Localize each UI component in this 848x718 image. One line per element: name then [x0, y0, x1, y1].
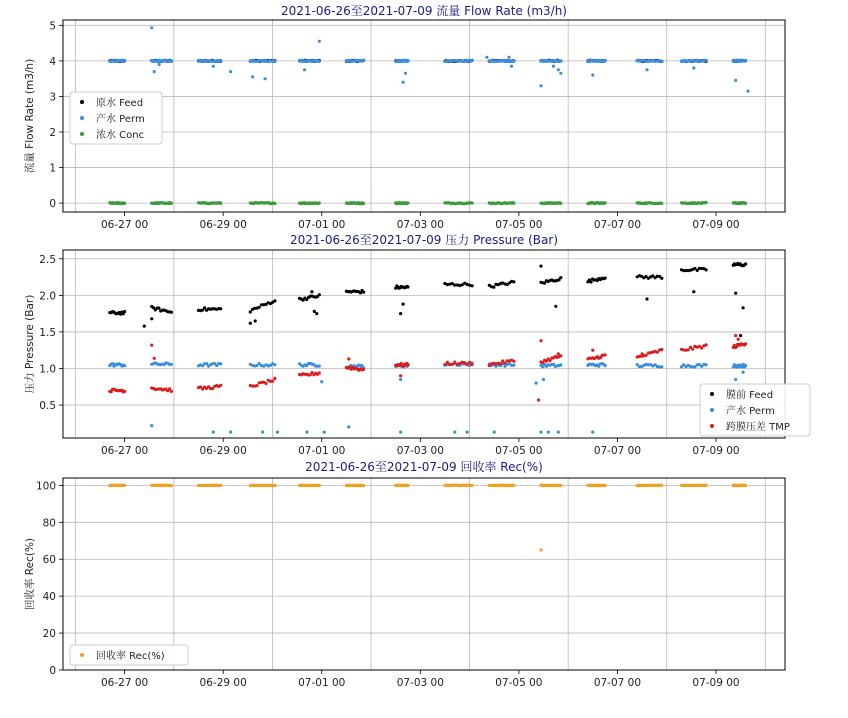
y-axis-label: 回收率 Rec(%) [24, 537, 36, 611]
x-tick-label: 07-05 00 [495, 219, 543, 231]
data-point [219, 484, 222, 487]
data-point [604, 353, 607, 356]
x-tick-label: 07-09 00 [692, 219, 740, 231]
x-tick-label: 06-29 00 [199, 445, 247, 457]
data-point [406, 364, 409, 367]
x-tick-label: 06-27 00 [100, 219, 149, 231]
data-point [399, 374, 402, 377]
legend-marker [80, 653, 84, 657]
x-tick-label: 07-05 00 [495, 445, 543, 457]
data-point [318, 371, 321, 374]
data-point [687, 348, 690, 351]
data-point [591, 349, 594, 352]
data-point [535, 382, 538, 385]
y-tick-label: 1.0 [39, 363, 56, 376]
data-point [310, 290, 313, 293]
y-tick-label: 100 [35, 480, 56, 493]
legend-marker [710, 424, 714, 428]
data-point [402, 81, 405, 84]
data-point [547, 431, 550, 434]
data-point [557, 431, 560, 434]
x-tick-label: 07-05 00 [495, 677, 543, 689]
data-point [212, 65, 215, 68]
legend-label: 产水 Perm [726, 406, 775, 417]
data-point [705, 343, 708, 346]
data-point [742, 371, 745, 374]
y-tick-label: 20 [42, 628, 56, 641]
data-point [399, 431, 402, 434]
data-point [219, 384, 222, 387]
data-point [604, 484, 607, 487]
data-point [123, 390, 126, 393]
data-point [273, 363, 276, 366]
series-3 [108, 334, 747, 402]
data-point [264, 382, 267, 385]
data-point [559, 363, 562, 366]
data-point [362, 202, 365, 205]
data-point [512, 364, 515, 367]
data-point [123, 310, 126, 313]
axes-frame [63, 478, 785, 670]
data-point [660, 365, 663, 368]
data-point [542, 378, 545, 381]
data-point [589, 280, 592, 283]
legend-label: 回收率 Rec(%) [96, 651, 165, 662]
data-point [705, 363, 708, 366]
data-point [499, 362, 502, 365]
data-point [471, 59, 474, 62]
legend-marker [710, 392, 714, 396]
data-point [539, 548, 542, 551]
y-axis-label: 压力 Pressure (Bar) [24, 294, 36, 394]
data-point [705, 484, 708, 487]
data-point [604, 201, 607, 204]
data-point [406, 201, 409, 204]
data-point [604, 59, 607, 62]
legend-label: 膜前 Feed [726, 390, 774, 401]
data-point [744, 342, 747, 345]
data-point [692, 290, 695, 293]
data-point [468, 361, 471, 364]
data-point [512, 202, 515, 205]
data-point [406, 59, 409, 62]
chart-panel-3 [23, 459, 785, 689]
data-point [229, 70, 232, 73]
series-1 [108, 262, 747, 337]
data-point [362, 291, 365, 294]
data-point [150, 317, 153, 320]
y-tick-label: 80 [42, 517, 56, 530]
data-point [559, 484, 562, 487]
y-tick-label: 1 [49, 162, 56, 175]
data-point [512, 60, 515, 63]
data-point [313, 310, 316, 313]
data-point [271, 380, 274, 383]
data-point [466, 363, 469, 366]
x-tick-label: 07-07 00 [593, 219, 642, 231]
legend-label: 原水 Feed [96, 98, 144, 109]
x-tick-label: 07-01 00 [298, 677, 346, 689]
data-point [557, 68, 560, 71]
data-point [539, 265, 542, 268]
y-tick-label: 40 [42, 591, 56, 604]
x-tick-label: 07-03 00 [396, 219, 444, 231]
legend-label: 浓水 Conc [96, 130, 145, 141]
x-tick-label: 07-07 00 [593, 445, 642, 457]
y-tick-label: 60 [42, 554, 56, 567]
x-tick-label: 06-27 00 [100, 445, 149, 457]
series-2 [108, 361, 747, 434]
data-point [399, 312, 402, 315]
x-tick-label: 06-29 00 [199, 677, 247, 689]
data-point [318, 60, 321, 63]
data-point [645, 354, 648, 357]
data-point [512, 484, 515, 487]
data-point [485, 56, 488, 59]
data-point [451, 363, 454, 366]
series-1 [108, 484, 747, 552]
data-point [739, 334, 742, 337]
chart-title: 2021-06-26至2021-07-09 流量 Flow Rate (m3/h) [281, 4, 567, 18]
data-point [512, 280, 515, 283]
data-point [318, 40, 321, 43]
data-point [446, 361, 449, 364]
data-point [591, 431, 594, 434]
legend [700, 384, 810, 436]
data-point [471, 284, 474, 287]
data-point [539, 431, 542, 434]
data-point [273, 377, 276, 380]
data-point [170, 311, 173, 314]
data-point [150, 424, 153, 427]
data-point [554, 305, 557, 308]
data-point [744, 202, 747, 205]
y-tick-label: 2.5 [39, 253, 56, 266]
data-point [273, 484, 276, 487]
data-point [604, 277, 607, 280]
y-tick-label: 3 [49, 91, 56, 104]
legend-label: 产水 Perm [96, 114, 145, 125]
data-point [510, 65, 513, 68]
chart-title: 2021-06-26至2021-07-09 压力 Pressure (Bar) [289, 233, 559, 247]
data-point [645, 297, 648, 300]
data-point [737, 338, 740, 341]
data-point [399, 378, 402, 381]
data-point [604, 364, 607, 367]
data-point [362, 484, 365, 487]
data-point [212, 431, 215, 434]
data-point [249, 310, 252, 313]
data-point [303, 68, 306, 71]
data-point [320, 380, 323, 383]
data-point [123, 484, 126, 487]
data-point [323, 431, 326, 434]
data-point [273, 299, 276, 302]
data-point [362, 368, 365, 371]
data-point [406, 285, 409, 288]
data-point [170, 202, 173, 205]
data-point [276, 431, 279, 434]
axes-frame [63, 20, 785, 212]
data-point [158, 63, 161, 66]
data-point [264, 77, 267, 80]
chart-panel-2 [23, 232, 810, 457]
data-point [744, 364, 747, 367]
legend-marker [80, 116, 84, 120]
data-point [249, 322, 252, 325]
data-point [453, 361, 456, 364]
legend [70, 645, 188, 665]
chart-panel-1 [23, 3, 785, 231]
data-point [471, 363, 474, 366]
legend [70, 92, 162, 144]
data-point [734, 378, 737, 381]
x-tick-label: 07-07 00 [593, 677, 642, 689]
data-point [705, 268, 708, 271]
data-point [318, 201, 321, 204]
data-point [362, 59, 365, 62]
data-point [170, 363, 173, 366]
data-point [261, 431, 264, 434]
y-tick-label: 5 [49, 20, 56, 33]
data-point [153, 70, 156, 73]
data-point [512, 360, 515, 363]
y-tick-label: 1.5 [39, 326, 56, 339]
y-tick-label: 0.5 [39, 400, 56, 413]
data-point [734, 334, 737, 337]
data-point [318, 365, 321, 368]
data-point [318, 484, 321, 487]
data-point [315, 312, 318, 315]
data-point [402, 303, 405, 306]
y-tick-label: 2.0 [39, 290, 56, 303]
legend-marker [80, 132, 84, 136]
data-point [541, 361, 544, 364]
data-point [254, 319, 257, 322]
data-point [705, 201, 708, 204]
data-point [453, 431, 456, 434]
data-point [539, 339, 542, 342]
data-point [493, 431, 496, 434]
data-point [273, 60, 276, 63]
data-point [744, 484, 747, 487]
y-tick-label: 4 [49, 55, 56, 68]
data-point [492, 286, 495, 289]
data-point [150, 344, 153, 347]
data-point [660, 202, 663, 205]
legend-marker [80, 100, 84, 104]
data-point [229, 431, 232, 434]
data-point [705, 59, 708, 62]
x-tick-label: 06-27 00 [100, 677, 149, 689]
data-point [471, 484, 474, 487]
data-point [660, 277, 663, 280]
data-point [170, 390, 173, 393]
y-tick-label: 2 [49, 127, 56, 139]
data-point [157, 307, 160, 310]
data-point [507, 56, 510, 59]
data-point [557, 352, 560, 355]
legend-label: 跨膜压差 TMP [726, 422, 790, 433]
data-point [559, 60, 562, 63]
data-point [255, 384, 258, 387]
data-point [123, 364, 126, 367]
data-point [219, 362, 222, 365]
data-point [205, 362, 208, 365]
data-point [734, 292, 737, 295]
data-point [466, 431, 469, 434]
axes-frame [63, 250, 785, 438]
data-point [734, 79, 737, 82]
data-point [744, 262, 747, 265]
data-point [219, 59, 222, 62]
data-point [404, 72, 407, 75]
data-point [258, 306, 261, 309]
data-point [347, 357, 350, 360]
data-point [552, 65, 555, 68]
x-tick-label: 07-01 00 [298, 219, 346, 231]
data-point [219, 307, 222, 310]
x-tick-label: 07-01 00 [298, 445, 346, 457]
data-point [471, 202, 474, 205]
data-point [746, 90, 749, 93]
data-point [153, 357, 156, 360]
data-point [660, 59, 663, 62]
data-point [591, 74, 594, 77]
data-point [143, 325, 146, 328]
data-point [742, 306, 745, 309]
y-tick-label: 0 [49, 198, 56, 211]
data-point [347, 425, 350, 428]
data-point [537, 398, 540, 401]
y-tick-label: 0 [49, 665, 56, 677]
data-point [660, 348, 663, 351]
x-tick-label: 07-03 00 [396, 445, 444, 457]
data-point [123, 59, 126, 62]
data-point [318, 293, 321, 296]
y-axis-label: 流量 Flow Rate (m3/h) [24, 58, 36, 174]
x-tick-label: 07-09 00 [692, 677, 740, 689]
data-point [219, 202, 222, 205]
data-point [559, 276, 562, 279]
x-tick-label: 07-03 00 [396, 677, 444, 689]
data-point [123, 202, 126, 205]
data-point [641, 352, 644, 355]
data-point [691, 348, 694, 351]
data-point [305, 431, 308, 434]
data-point [692, 66, 695, 69]
data-point [406, 484, 409, 487]
chart-title: 2021-06-26至2021-07-09 回收率 Rec(%) [305, 460, 543, 474]
data-point [559, 72, 562, 75]
data-point [660, 484, 663, 487]
x-tick-label: 07-09 00 [692, 445, 740, 457]
data-point [744, 59, 747, 62]
data-point [273, 202, 276, 205]
x-tick-label: 06-29 00 [199, 219, 247, 231]
data-point [170, 60, 173, 63]
data-point [443, 363, 446, 366]
data-point [645, 68, 648, 71]
data-point [539, 84, 542, 87]
legend-marker [710, 408, 714, 412]
data-point [150, 26, 153, 29]
data-point [251, 75, 254, 78]
data-point [170, 484, 173, 487]
data-point [559, 202, 562, 205]
